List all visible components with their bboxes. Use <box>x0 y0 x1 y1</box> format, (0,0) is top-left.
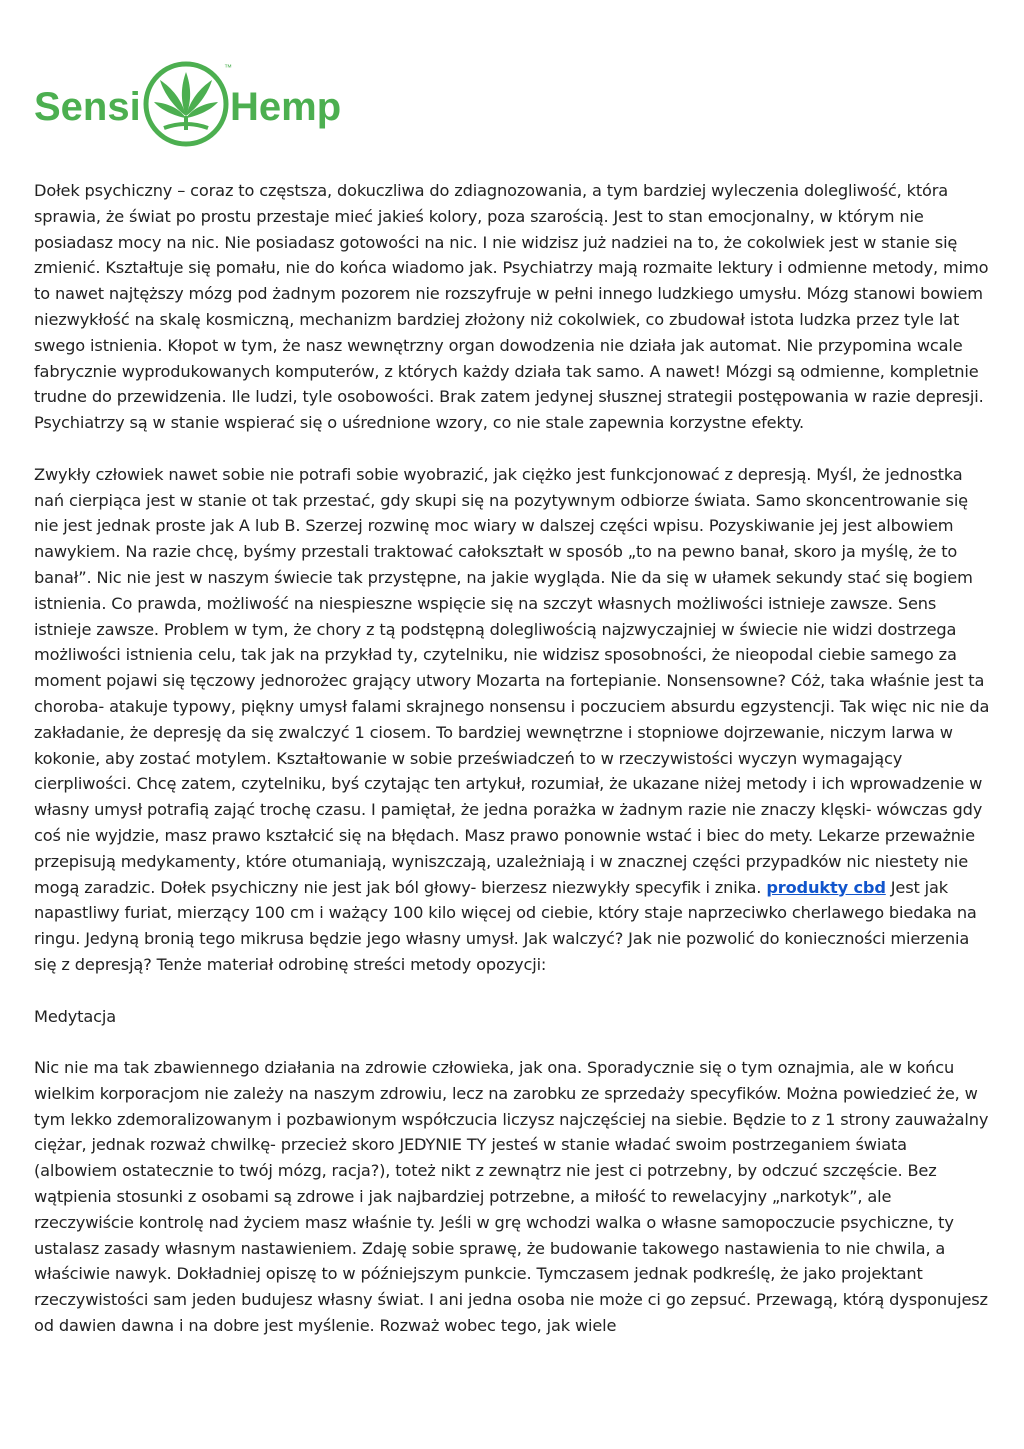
article-body <box>34 178 992 1365</box>
logo-graphic <box>34 58 354 152</box>
logo-text-left: Sensi <box>34 85 141 129</box>
cbd-products-link[interactable]: produkty cbd <box>766 877 886 897</box>
logo-text-right: Hemp <box>230 85 342 129</box>
logo-trademark: ™ <box>224 63 232 72</box>
section-heading-meditation: Medytacja <box>34 1006 117 1026</box>
paragraph-2-text-end: Jest jak napastliwy furiat, mierzący 100 cm i ważący 100 kilo więcej od ciebie, który staje naprzeciwko cherlawego biedaka na ringu. Jedyną bronią tego mikrusa będzie jego własny umysł. Jak walczyć? Jak nie pozwolić do konieczności mierzenia się z depresją? Tenże materiał odrobinę streści metody opozycji: <box>34 877 977 974</box>
paragraph-3: Nic nie ma tak zbawiennego działania na zdrowie człowieka, jak ona. Sporadycznie się o tym oznajmia, ale w końcu wielkim korporacjom nie zależy na naszym zdrowiu, lecz na zarobku ze sprzedaży specyfików. Można powiedzieć że, w tym lekko zdemoralizowanym i pozbawionym współczucia liczysz najczęściej na siebie. Będzie to z 1 strony zauważalny ciężar, jednak rozważ chwilkę- przecież skoro JEDYNIE TY jesteś w stanie władać swoim postrzeganiem świata (albowiem ostatecznie to twój mózg, racja?), toteż nikt z zewnątrz nie jest ci potrzebny, by odczuć szczęście. Bez wątpienia stosunki z osobami są zdrowe i jak najbardziej potrzebne, a miłość to rewelacyjny „narkotyk”, ale rzeczywiście kontrolę nad życiem masz właśnie ty. Jeśli w grę wchodzi walka o własne samopoczucie psychiczne, ty ustalasz zasady własnym nastawieniem. Zdaję sobie sprawę, że budowanie takowego nastawienia to nie chwila, a właściwie nawyk. Dokładniej opiszę to w późniejszym punkcie. Tymczasem jednak podkreślę, że jako projektant rzeczywistości sam jeden budujesz własny świat. I ani jedna osoba nie może ci go zepsuć. Przewagą, którą dysponujesz od dawien dawna i na dobre jest myślenie. Rozważ wobec tego, jak wiele <box>34 1058 989 1336</box>
paragraph-2-text-start: Zwykły człowiek nawet sobie nie potrafi sobie wyobrazić, jak ciężko jest funkcjonować z depresją. Myśl, że jednostka nań cierpiąca jest w stanie ot tak przestać, gdy skupi się na pozytywnym odbiorze świata. Samo skoncentrowanie się nie jest jednak proste jak A lub B. Szerzej rozwinę moc wiary w dalszej części wpisu. Pozyskiwanie jej jest albowiem nawykiem. Na razie chcę, byśmy przestali traktować całokształt w sposób „to na pewno banał, skoro ja myślę, że to banał”. Nic nie jest w naszym świecie tak przystępne, na jakie wygląda. Nie da się w ułamek sekundy stać się bogiem istnienia. Co prawda, możliwość na niespieszne wspięcie się na szczyt własnych możliwości istnieje zawsze. Sens istnieje zawsze. Problem w tym, że chory z tą podstępną dolegliwością najzwyczajniej w świecie nie widzi dostrzega możliwości istnienia celu, tak jak na przykład ty, czytelniku, nie widzisz sposobności, że nieopodal ciebie samego za moment pojawi się tęczowy jednorożec grający utwory Mozarta na fortepianie. Nonsensowne? Cóż, taka właśnie jest ta choroba- atakuje typowy, piękny umysł falami skrajnego nonsensu i poczuciem absurdu egzystencji. Tak więc nic nie da zakładanie, że depresję da się zwalczyć 1 ciosem. To bardziej wewnętrzne i stopniowe dojrzewanie, niczym larwa w kokonie, aby zostać motylem. Kształtowanie w sobie przeświadczeń to w rzeczywistości wyczyn wymagający cierpliwości. Chcę zatem, czytelniku, byś czytając ten artykuł, rozumiał, że ukazane niżej metody i ich wprowadzenie w własny umysł potrafią zająć trochę czasu. I pamiętał, że jedna porażka w żadnym razie nie znaczy klęski- wówczas gdy coś nie wyjdzie, masz prawo kształcić się na błędach. Masz prawo ponownie wstać i biec do mety. Lekarze przeważnie przepisują medykamenty, które otumaniają, wyniszczają, uzależniają i w znacznej części przypadków nic niestety nie mogą zaradzic. Dołek psychiczny nie jest jak ból głowy- bierzesz niezwykły specyfik i znika. <box>34 464 990 897</box>
paragraph-2 <box>34 462 992 978</box>
sensi-hemp-logo <box>34 58 354 152</box>
paragraph-1: Dołek psychiczny – coraz to częstsza, dokuczliwa do zdiagnozowania, a tym bardziej wyleczenia dolegliwość, która sprawia, że świat po prostu przestaje mieć jakieś kolory, poza szarością. Jest to stan emocjonalny, w którym nie posiadasz mocy na nic. Nie posiadasz gotowości na nic. I nie widzisz już nadziei na to, że cokolwiek jest w stanie się zmienić. Kształtuje się pomału, nie do końca wiadomo jak. Psychiatrzy mają rozmaite lektury i odmienne metody, mimo to nawet najtęższy mózg pod żadnym pozorem nie rozszyfruje w pełni innego ludzkiego umysłu. Mózg stanowi bowiem niezwykłość na skalę kosmiczną, mechanizm bardziej złożony niż cokolwiek, co zbudował istota ludzka przez tyle lat swego istnienia. Kłopot w tym, że nasz wewnętrzny organ dowodzenia nie działa jak automat. Nie przypomina wcale fabrycznie wyprodukowanych komputerów, z których każdy działa tak samo. A nawet! Mózgi są odmienne, kompletnie trudne do przewidzenia. Ile ludzi, tyle osobowości. Brak zatem jedynej słusznej strategii postępowania w razie depresji. Psychiatrzy są w stanie wspierać się o uśrednione wzory, co nie stale zapewnia korzystne efekty. <box>34 181 989 433</box>
hemp-leaf-icon <box>146 64 226 144</box>
